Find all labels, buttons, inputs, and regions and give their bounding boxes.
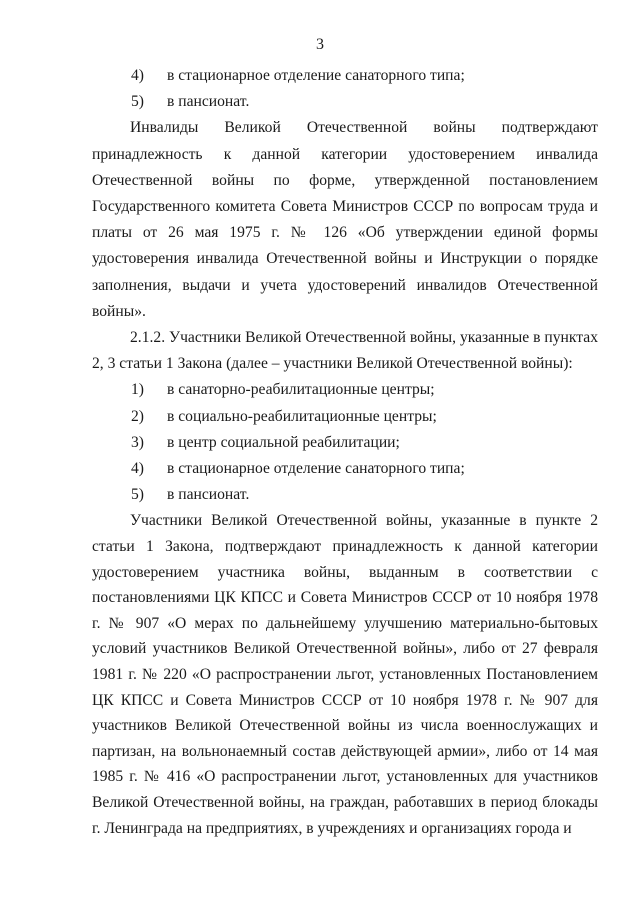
list-item-number: 5) — [131, 486, 144, 504]
list-item — [92, 89, 598, 115]
list-item — [92, 430, 598, 456]
paragraph-section-2-1-2: 2.1.2. Участники Великой Отечественной войны, указанные в пунктах 2, 3 статьи 1 Закона (далее – участники Великой Отечественной войны): — [92, 329, 598, 373]
list-item-number: 2) — [131, 407, 144, 425]
page-number: 3 — [316, 36, 324, 53]
list-item — [92, 456, 598, 482]
list-item — [92, 63, 598, 89]
paragraph-participants-confirmation: Участники Великой Отечественной войны, указанные в пункте 2 статьи 1 Закона, подтверждают принадлежность к данной категории удостоверением участника войны, выданным в соответствии с постановлениями ЦК КПСС и Совета Министров СССР от 10 ноября 1978 г. № 907 «О мерах по дальнейшему улучшению материально-бытовых условий участников Великой Отечественной войны», либо от 27 февраля 1981 г. № 220 «О распространении льгот, установленных Постановлением ЦК КПСС и Совета Министров СССР от 10 ноября 1978 г. № 907 для участников Великой Отечественной войны из числа военнослужащих и партизан, на вольнонаемный состав действующей армии», либо от 14 мая 1985 г. № 416 «О распространении льгот, установленных для участников Великой Отечественной войны, на граждан, работавших в период блокады г. Ленинграда на предприятиях, в учреждениях и организациях города и — [92, 512, 598, 837]
list-item-text: в центр социальной реабилитации; — [167, 433, 400, 451]
list-item-text: в стационарное отделение санаторного типа; — [167, 67, 465, 84]
list-item-text: в социально-реабилитационные центры; — [167, 407, 437, 425]
list-item-number: 3) — [131, 433, 144, 451]
list-item-number: 5) — [131, 93, 144, 111]
document-body — [92, 63, 598, 841]
list-item-number: 4) — [131, 460, 144, 478]
paragraph-invalids-confirmation: Инвалиды Великой Отечественной войны подтверждают принадлежность к данной категории удостоверением инвалида Отечественной войны по форме, утвержденной постановлением Государственного комитета Совета Министров СССР по вопросам труда и платы от 26 мая 1975 г. № 126 «Об утверждении единой формы удостоверения инвалида Отечественной войны и Инструкции о порядке заполнения, выдачи и учета удостоверений инвалидов Отечественной войны». — [92, 119, 598, 320]
list-item — [92, 482, 598, 508]
list-item — [92, 404, 598, 430]
list-item-text: в пансионат. — [167, 93, 250, 111]
list-item-text: в санаторно-реабилитационные центры; — [167, 381, 435, 399]
list-item-number: 4) — [131, 67, 144, 84]
list-item-text: в пансионат. — [167, 486, 250, 504]
list-item-text: в стационарное отделение санаторного типа; — [167, 460, 465, 478]
list-item-number: 1) — [131, 381, 144, 399]
list-item — [92, 377, 598, 403]
